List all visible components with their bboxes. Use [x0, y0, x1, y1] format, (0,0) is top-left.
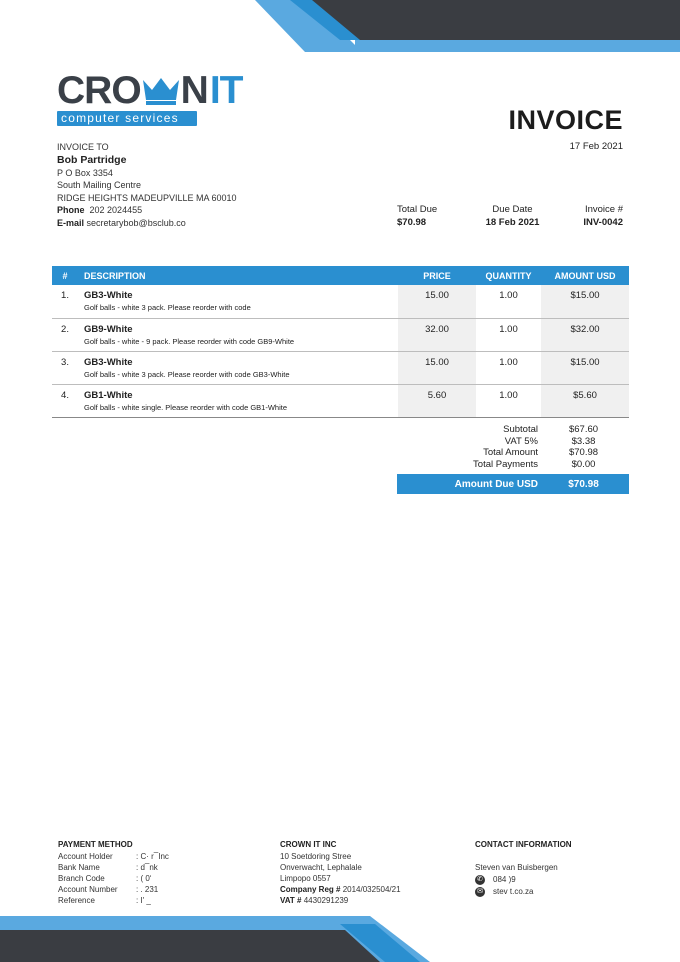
contact-name: Steven van Buisbergen [475, 863, 558, 872]
logo-tagline: computer services [57, 111, 197, 126]
payment-method-block: PAYMENT METHOD Account Holder : C· r ̅ Inc Bank Name : d ̅ nk Branch Code : ( 0‘ Account Number : . 231 Reference : I' _ [58, 840, 169, 905]
invoice-date: 17 Feb 2021 [569, 141, 623, 152]
header-decoration [0, 0, 680, 54]
payment-row: Reference : I' _ [58, 896, 151, 905]
totals-block [400, 424, 629, 470]
company-logo [57, 69, 243, 126]
header-num: # [52, 266, 78, 285]
company-address-line: Limpopo 0557 [280, 874, 331, 883]
item-title: GB9-White [84, 323, 133, 335]
amount-due-bar: Amount Due USD $70.98 [397, 474, 629, 494]
header-amount: AMOUNT USD [541, 266, 629, 285]
item-title: GB3-White [84, 290, 133, 301]
payment-row: Bank Name : d ̅ nk [58, 863, 158, 872]
total-row-total-amount: Total Amount $70.98 [483, 447, 599, 458]
crown-icon [141, 76, 181, 106]
summary-invoice-number: Invoice # INV-0042 [583, 204, 623, 228]
address-line: P O Box 3354 [57, 167, 113, 178]
phone-icon: ✆ [475, 875, 485, 885]
address-line: South Mailing Centre [57, 180, 142, 191]
contact-info-block: CONTACT INFORMATION Steven van Buisbergen ✆ 084 )9 ✉ stev t.co.za [475, 840, 572, 896]
table-row: 1. GB3-White Golf balls - white 3 pack. Please reorder with code 15.00 1.00 $15.00 [52, 285, 629, 318]
logo-wordmark: CRO NIT [57, 69, 243, 112]
summary-total-due: Total Due $70.98 [397, 204, 438, 228]
table-row: 4. GB1-White Golf balls - white single. Please reorder with code GB1-White 5.60 1.00 $5.60 [52, 384, 629, 417]
header-price: PRICE [398, 266, 476, 285]
total-row-total-payments: Total Payments $0.00 [473, 458, 596, 470]
line-items-table [52, 266, 629, 418]
company-vat: VAT # 4430291239 [280, 896, 349, 905]
company-reg: Company Reg # 2014/032504/21 [280, 885, 401, 894]
customer-email: E-mail secretarybob@bsclub.co [57, 217, 186, 228]
item-description: Golf balls - white - 9 pack. Please reorder with code GB9-White [84, 336, 295, 346]
item-title: GB3-White [84, 356, 133, 368]
customer-name: Bob Partridge [57, 153, 127, 166]
company-address-line: Onverwacht, Lephalale [280, 863, 362, 872]
payment-row: Account Number : . 231 [58, 885, 159, 894]
invoice-title: INVOICE [508, 105, 623, 135]
item-description: Golf balls - white 3 pack. Please reorder with code [84, 303, 251, 312]
table-row: 3. GB3-White Golf balls - white 3 pack. Please reorder with code GB3-White 15.00 1.00 $15.00 [52, 351, 629, 384]
contact-email: ✉ stev t.co.za [475, 886, 572, 897]
summary-due-date: Due Date 18 Feb 2021 [485, 204, 540, 228]
customer-phone: Phone 202 2024455 [57, 205, 143, 216]
header-quantity: QUANTITY [476, 266, 541, 285]
bill-to-block [57, 141, 237, 230]
table-header-row [52, 266, 629, 285]
contact-phone: ✆ 084 )9 [475, 874, 572, 885]
header-description: DESCRIPTION [78, 266, 398, 285]
total-row-vat: VAT 5% $3.38 [504, 435, 596, 447]
company-info-block: CROWN IT INC 10 Soetdoring Stree Onverwacht, Lephalale Limpopo 0557 Company Reg # 2014/032504/21 VAT # 4430291239 [280, 840, 401, 905]
bill-to-heading: INVOICE TO [57, 142, 109, 152]
item-description: Golf balls - white 3 pack. Please reorder with code GB3-White [84, 369, 290, 379]
company-address-line: 10 Soetdoring Stree [280, 852, 352, 861]
item-description: Golf balls - white single. Please reorder with code GB1-White [84, 402, 288, 412]
payment-row: Branch Code : ( 0‘ [58, 874, 152, 883]
total-row-subtotal: Subtotal $67.60 [503, 424, 599, 435]
item-title: GB1-White [84, 389, 133, 401]
footer-decoration [0, 910, 680, 962]
table-row: 2. GB9-White Golf balls - white - 9 pack. Please reorder with code GB9-White 32.00 1.00 $32.00 [52, 318, 629, 351]
address-line: RIDGE HEIGHTS MADEUPVILLE MA 60010 [57, 192, 237, 203]
email-icon: ✉ [475, 887, 485, 897]
payment-row: Account Holder : C· r ̅ Inc [58, 852, 169, 861]
